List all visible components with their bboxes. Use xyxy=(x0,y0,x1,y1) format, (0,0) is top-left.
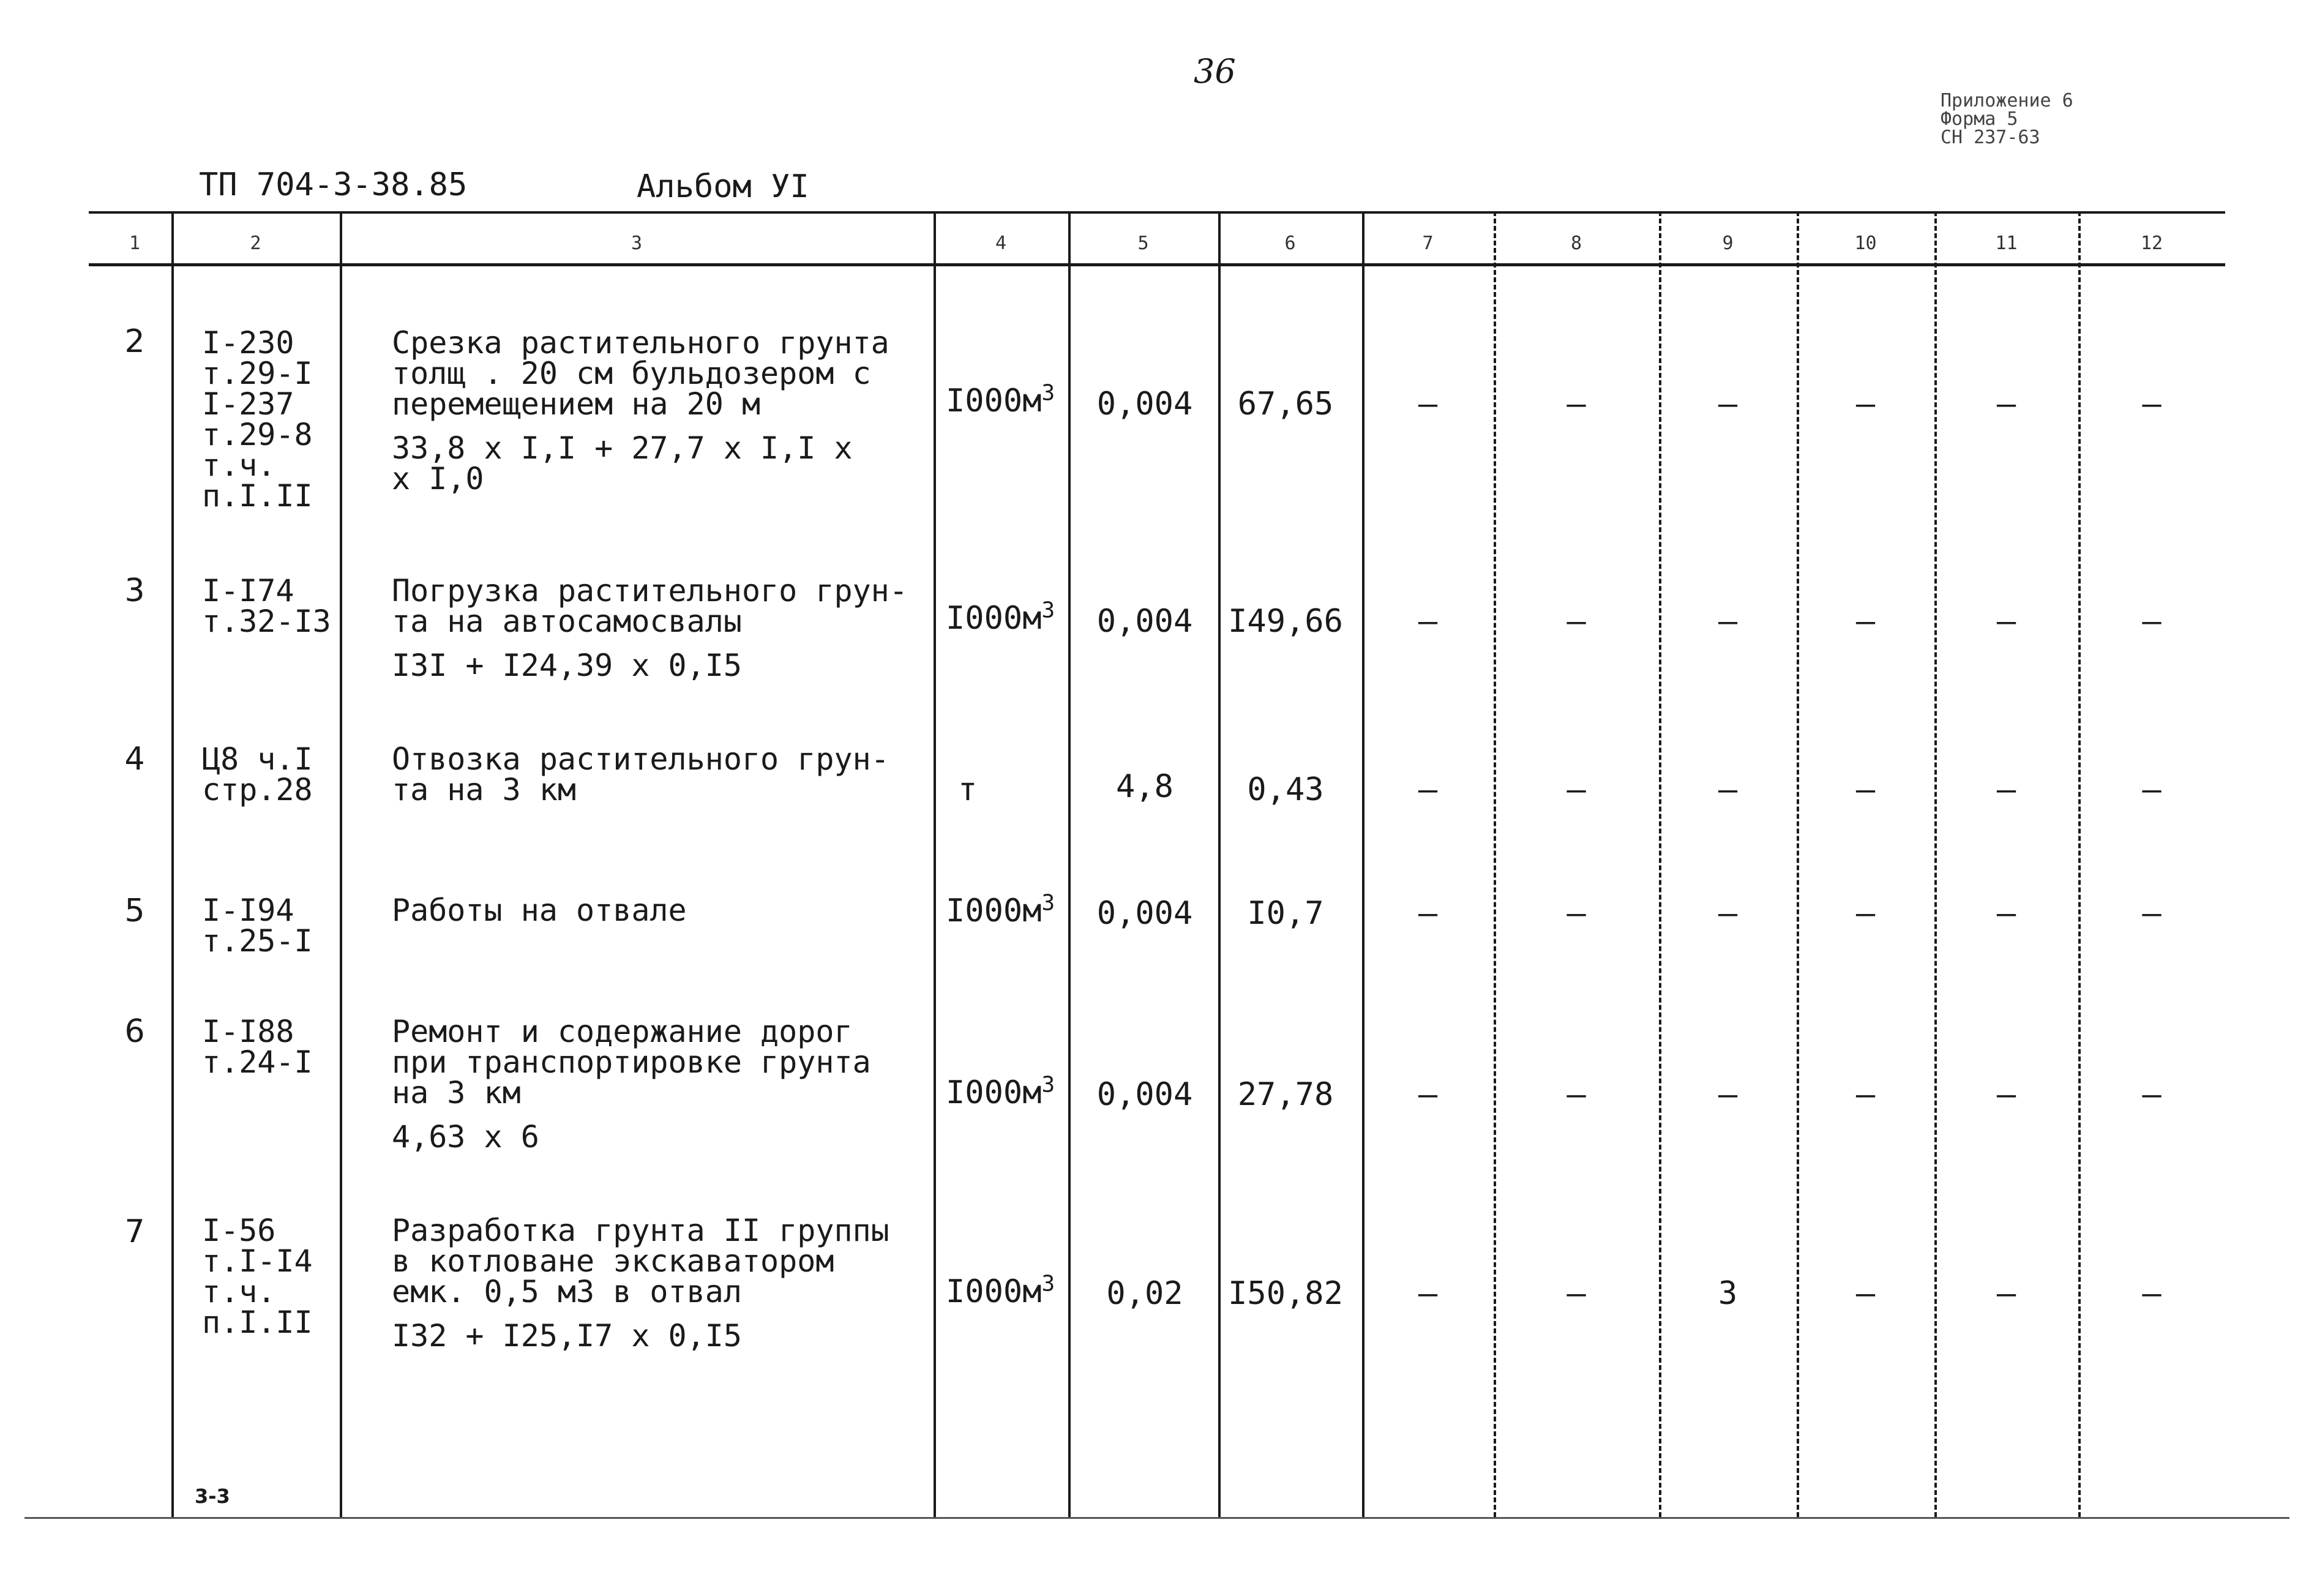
cell-value: – xyxy=(1996,895,2016,932)
cell-value: – xyxy=(1418,603,1438,640)
document-code: ТП 704-3-38.85 xyxy=(199,167,468,203)
quantity: 0,004 xyxy=(1096,895,1193,932)
ref-line: т.I-I4 xyxy=(202,1243,313,1279)
album-label: Альбом УI xyxy=(637,168,809,205)
row-number: 3 xyxy=(124,572,145,609)
cell-value: – xyxy=(1418,386,1438,422)
ref-line: I-230 xyxy=(202,325,294,361)
column-divider xyxy=(1068,211,1071,1517)
column-divider xyxy=(340,211,342,1517)
cell-value: – xyxy=(1718,386,1738,422)
unit xyxy=(946,600,1055,637)
column-number: 8 xyxy=(1570,233,1582,254)
calc-formula xyxy=(392,430,889,496)
ref-line: Ц8 ч.I xyxy=(202,741,313,777)
quantity: 0,004 xyxy=(1096,386,1193,422)
unit-exponent: 3 xyxy=(1041,598,1055,623)
norm-reference xyxy=(202,1014,313,1080)
unit xyxy=(946,1074,1055,1111)
unit-text: I000м xyxy=(946,1273,1042,1310)
column-number: 11 xyxy=(1995,233,2018,254)
column-divider xyxy=(934,211,936,1517)
desc-line: в котловане экскаватором xyxy=(392,1243,834,1279)
ref-line: т.ч. xyxy=(202,448,276,483)
cell-value: – xyxy=(2142,1275,2162,1312)
desc-line: на 3 км xyxy=(392,1075,521,1111)
norm-reference xyxy=(202,893,313,959)
cell-value: – xyxy=(1996,1275,2016,1312)
cell-value: – xyxy=(1855,895,1876,932)
formula-line: I32 + I25,I7 x 0,I5 xyxy=(392,1318,742,1354)
unit-price: I0,7 xyxy=(1247,895,1324,932)
column-number: 7 xyxy=(1422,233,1434,254)
ref-line: стр.28 xyxy=(202,772,313,807)
desc-line: Отвозка растительного грун- xyxy=(392,741,889,777)
unit-exponent: 3 xyxy=(1041,1072,1055,1098)
norm-reference xyxy=(202,1215,313,1338)
unit xyxy=(946,1273,1055,1310)
work-description xyxy=(392,325,889,496)
ref-line: т.32-I3 xyxy=(202,604,331,639)
column-number: 5 xyxy=(1137,233,1149,254)
ref-line: п.I.II xyxy=(202,478,313,514)
column-number: 2 xyxy=(250,233,261,254)
ref-line: I-I74 xyxy=(202,573,294,609)
unit-exponent: 3 xyxy=(1041,1271,1055,1297)
page-number: 36 xyxy=(1194,52,1236,91)
work-description xyxy=(392,895,687,926)
column-number: 10 xyxy=(1854,233,1877,254)
row-number: 2 xyxy=(124,323,145,360)
cell-value: – xyxy=(2142,603,2162,640)
cell-value: – xyxy=(1855,386,1876,422)
desc-line: Ремонт и содержание дорог xyxy=(392,1014,853,1049)
calc-formula xyxy=(392,650,908,681)
unit-exponent: 3 xyxy=(1041,890,1055,916)
cell-value: – xyxy=(1418,895,1438,932)
ref-line: т.ч. xyxy=(202,1274,276,1309)
cell-value: – xyxy=(1718,1076,1738,1113)
column-number: 6 xyxy=(1284,233,1296,254)
work-description xyxy=(392,575,908,681)
cell-value: – xyxy=(1855,1076,1876,1113)
table-header-rule xyxy=(89,263,2225,266)
cell-value: – xyxy=(1855,771,1876,808)
column-number: 4 xyxy=(995,233,1007,254)
norm-reference xyxy=(202,325,313,514)
quantity: 0,004 xyxy=(1096,603,1193,640)
cell-value: – xyxy=(1996,386,2016,422)
desc-line: перемещением на 20 м xyxy=(392,386,761,422)
work-description xyxy=(392,1014,871,1155)
formula-line: 4,63 x 6 xyxy=(392,1119,539,1155)
column-number: 9 xyxy=(1722,233,1734,254)
table-top-rule xyxy=(89,211,2225,214)
unit-text: I000м xyxy=(946,383,1042,419)
cell-value: – xyxy=(1567,895,1586,932)
ref-line: I-56 xyxy=(202,1213,276,1248)
column-number: 3 xyxy=(631,233,643,254)
table-bottom-rule xyxy=(24,1517,2289,1519)
ref-line: I-I88 xyxy=(202,1014,294,1049)
row-number: 5 xyxy=(124,893,145,929)
ref-line: п.I.II xyxy=(202,1305,313,1340)
cell-value: – xyxy=(2142,386,2162,422)
unit xyxy=(958,771,977,808)
column-number: 12 xyxy=(2140,233,2163,254)
sheet-code: 3-3 xyxy=(195,1485,230,1508)
cell-value: – xyxy=(1418,1275,1438,1312)
cell-value: – xyxy=(1996,1076,2016,1113)
work-description xyxy=(392,1213,889,1354)
formula-line: 33,8 x I,I + 27,7 x I,I x xyxy=(392,430,853,466)
unit-price: I49,66 xyxy=(1228,603,1343,640)
ref-line: I-I94 xyxy=(202,893,294,928)
corner-note xyxy=(1941,92,2073,147)
cell-value: – xyxy=(1567,1275,1586,1312)
cell-value: – xyxy=(1855,1275,1876,1312)
cell-value: – xyxy=(1567,386,1586,422)
calc-formula xyxy=(392,1119,871,1155)
unit-text: т xyxy=(958,771,978,808)
unit-exponent: 3 xyxy=(1041,380,1055,406)
norm-reference xyxy=(202,741,313,807)
quantity: 0,004 xyxy=(1096,1076,1193,1113)
cell-value: – xyxy=(2142,771,2162,808)
cell-value: – xyxy=(2142,1076,2162,1113)
desc-line: Погрузка растительного грун- xyxy=(392,573,908,609)
unit-price: 0,43 xyxy=(1247,771,1324,808)
desc-line: емк. 0,5 м3 в отвал xyxy=(392,1274,742,1309)
desc-line: Срезка растительного грунта xyxy=(392,325,889,361)
cell-value: – xyxy=(1855,603,1876,640)
work-description xyxy=(392,741,889,807)
cell-value: – xyxy=(1418,771,1438,808)
desc-line: при транспортировке грунта xyxy=(392,1044,871,1080)
ref-line: I-237 xyxy=(202,386,294,422)
corner-note-line: Приложение 6 xyxy=(1941,90,2073,111)
cell-value: 3 xyxy=(1718,1275,1738,1312)
row-number: 6 xyxy=(124,1013,145,1050)
cell-value: – xyxy=(1418,1076,1438,1113)
row-number: 4 xyxy=(124,741,145,777)
desc-line: толщ . 20 см бульдозером с xyxy=(392,356,871,391)
corner-note-line: СН 237-63 xyxy=(1941,127,2040,148)
cell-value: – xyxy=(1567,603,1586,640)
quantity: 4,8 xyxy=(1116,768,1173,805)
column-divider xyxy=(171,211,174,1517)
cell-value: – xyxy=(1567,1076,1586,1113)
unit-text: I000м xyxy=(946,1074,1042,1111)
unit-price: 67,65 xyxy=(1237,386,1334,422)
cell-value: – xyxy=(1996,603,2016,640)
row-number: 7 xyxy=(124,1213,145,1250)
formula-line: I3I + I24,39 x 0,I5 xyxy=(392,648,742,683)
desc-line: Разработка грунта II группы xyxy=(392,1213,889,1248)
desc-line: та на автосамосвалы xyxy=(392,604,742,639)
unit-price: I50,82 xyxy=(1228,1275,1343,1312)
desc-line: та на 3 км xyxy=(392,772,577,807)
ref-line: т.29-8 xyxy=(202,417,313,452)
calc-formula xyxy=(392,1318,889,1354)
cell-value: – xyxy=(1996,771,2016,808)
column-number: 1 xyxy=(129,233,141,254)
unit-text: I000м xyxy=(946,600,1042,637)
cell-value: – xyxy=(1567,771,1586,808)
cell-value: – xyxy=(1718,771,1738,808)
norm-reference xyxy=(202,575,331,637)
desc-line: Работы на отвале xyxy=(392,893,687,928)
ref-line: т.25-I xyxy=(202,923,313,959)
corner-note-line: Форма 5 xyxy=(1941,108,2018,130)
cell-value: – xyxy=(2142,895,2162,932)
cell-value: – xyxy=(1718,603,1738,640)
cell-value: – xyxy=(1718,895,1738,932)
unit-price: 27,78 xyxy=(1237,1076,1334,1113)
ref-line: т.29-I xyxy=(202,356,313,391)
unit xyxy=(946,380,1055,419)
formula-line: x I,0 xyxy=(392,461,484,496)
quantity: 0,02 xyxy=(1106,1275,1183,1312)
ref-line: т.24-I xyxy=(202,1044,313,1080)
unit-text: I000м xyxy=(946,893,1042,929)
unit xyxy=(946,890,1055,929)
